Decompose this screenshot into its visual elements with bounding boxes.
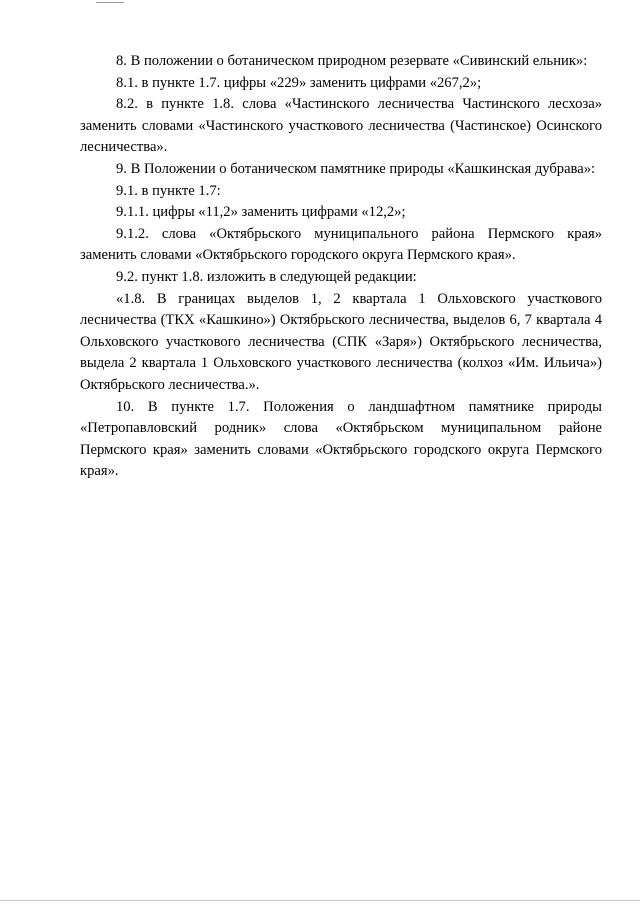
scan-edge-mark bbox=[96, 2, 124, 3]
scan-bottom-edge bbox=[0, 900, 640, 901]
paragraph-9-1-2: 9.1.2. слова «Октябрьского муниципального района Пермского края» заменить словами «Октябрьского городского округа Пермского края». bbox=[80, 225, 602, 264]
paragraph-8-2: 8.2. в пункте 1.8. слова «Частинского лесничества Частинского лесхоза» заменить словами «Частинского участкового лесничества (Частинское) Осинского лесничества». bbox=[80, 96, 602, 156]
paragraph-8-1: 8.1. в пункте 1.7. цифры «229» заменить цифрами «267,2»; bbox=[116, 74, 482, 91]
paragraph-9-2: 9.2. пункт 1.8. изложить в следующей редакции: bbox=[116, 268, 417, 285]
paragraph-1-8-quote: «1.8. В границах выделов 1, 2 квартала 1 Ольховского участкового лесничества (ТКХ «Кашкино») Октябрьского лесничества, выделов 6, 7 квартала 4 Ольховского участкового лесничества (СПК «Заря») Октябрьского лесничества, выдела 2 квартала 1 Ольховского участкового лесничества (колхоз «Им. Ильича») Октябрьского лесничества.». bbox=[80, 290, 602, 393]
document-body bbox=[80, 51, 602, 483]
paragraph-8: 8. В положении о ботаническом природном резервате «Сивинский ельник»: bbox=[116, 53, 588, 69]
paragraph-9-1-1: 9.1.1. цифры «11,2» заменить цифрами «12,2»; bbox=[116, 204, 406, 221]
paragraph-9: 9. В Положении о ботаническом памятнике природы «Кашкинская дубрава»: bbox=[116, 160, 596, 177]
paragraph-10: 10. В пункте 1.7. Положения о ландшафтном памятнике природы «Петропавловский родник» слова «Октябрьском муниципальном районе Пермского края» заменить словами «Октябрьского городского округа Пермского края». bbox=[80, 398, 602, 480]
paragraph-9-1: 9.1. в пункте 1.7: bbox=[116, 182, 221, 199]
